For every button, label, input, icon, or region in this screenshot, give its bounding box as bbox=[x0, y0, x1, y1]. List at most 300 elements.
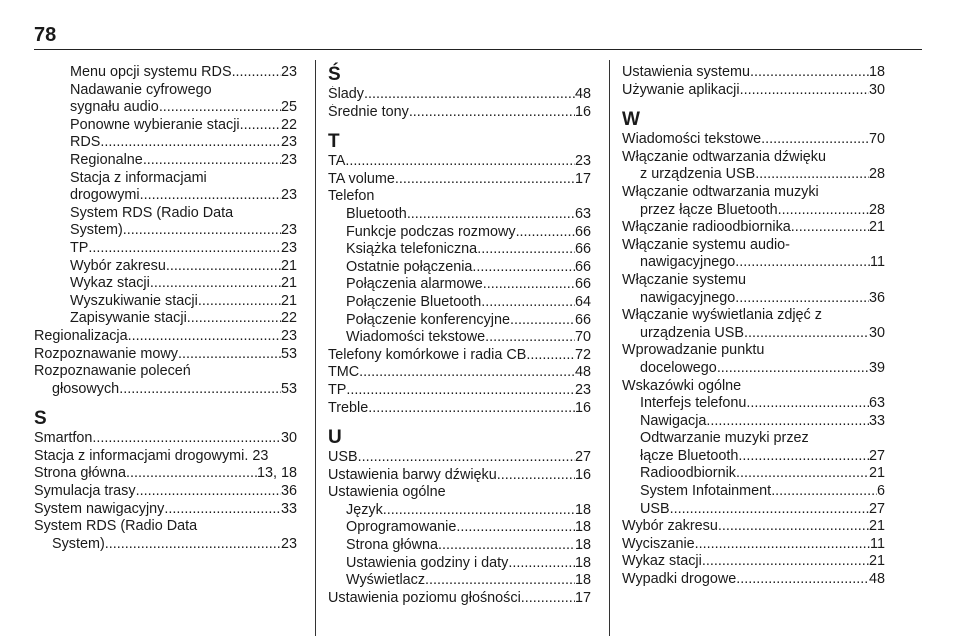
dot-leader bbox=[497, 467, 575, 485]
dot-leader bbox=[735, 254, 870, 272]
index-entry-page: 48 bbox=[868, 571, 885, 588]
index-entry-term: Ustawienia barwy dźwięku bbox=[328, 466, 497, 483]
index-entry-term: System RDS (Radio Data bbox=[70, 204, 234, 221]
index-entry-page: 22 bbox=[280, 116, 297, 133]
index-entry-page: 63 bbox=[868, 395, 885, 412]
dot-leader bbox=[771, 483, 877, 501]
index-entry bbox=[34, 346, 297, 364]
index-entry-page: 18 bbox=[574, 501, 591, 518]
index-letter-heading: U bbox=[328, 427, 342, 449]
index-entry bbox=[328, 153, 591, 171]
dot-leader bbox=[100, 134, 281, 152]
index-entry bbox=[328, 312, 591, 330]
index-entry-page: 66 bbox=[574, 276, 591, 293]
index-entry bbox=[34, 117, 297, 135]
index-entry-term: Oprogramowanie bbox=[346, 519, 457, 536]
index-column-1 bbox=[34, 64, 297, 553]
index-entry-page: 28 bbox=[868, 201, 885, 218]
index-entry-term: TMC bbox=[328, 364, 360, 381]
index-entry-page: 23 bbox=[280, 535, 297, 552]
index-entry bbox=[622, 237, 885, 255]
index-entry-page: 30 bbox=[868, 81, 885, 98]
dot-leader bbox=[483, 276, 575, 294]
index-entry-page: 27 bbox=[868, 447, 885, 464]
dot-leader bbox=[409, 104, 575, 122]
index-entry bbox=[34, 82, 297, 100]
dot-leader bbox=[166, 258, 281, 276]
dot-leader bbox=[346, 382, 575, 400]
index-entry bbox=[328, 276, 591, 294]
index-entry-page: 21 bbox=[868, 465, 885, 482]
index-entry-page: 22 bbox=[280, 310, 297, 327]
index-entry-page: 18 bbox=[574, 572, 591, 589]
dot-leader bbox=[425, 572, 575, 590]
index-letter-heading: T bbox=[328, 131, 340, 153]
index-entry-page: 27 bbox=[868, 500, 885, 517]
index-entry-term: Książka telefoniczna bbox=[346, 241, 478, 258]
index-entry bbox=[622, 82, 885, 100]
dot-leader bbox=[718, 518, 869, 536]
index-entry-term: Telefony komórkowe i radia CB bbox=[328, 346, 527, 363]
index-entry-term: Ustawienia poziomu głośności bbox=[328, 589, 521, 606]
index-entry-page: 23 bbox=[574, 381, 591, 398]
index-entry-page: 23 bbox=[280, 151, 297, 168]
index-entry bbox=[328, 555, 591, 573]
index-entry-page: 21 bbox=[280, 275, 297, 292]
index-entry bbox=[34, 310, 297, 328]
dot-leader bbox=[510, 312, 575, 330]
index-entry bbox=[328, 104, 591, 122]
index-entry bbox=[34, 430, 297, 448]
index-entry-page: 23 bbox=[280, 64, 297, 80]
index-entry-page: 33 bbox=[280, 500, 297, 517]
dot-leader bbox=[746, 395, 869, 413]
dot-leader bbox=[456, 519, 575, 537]
dot-leader bbox=[481, 294, 575, 312]
index-entry bbox=[328, 537, 591, 555]
index-entry-term: Regionalizacja bbox=[34, 327, 128, 344]
dot-leader bbox=[508, 555, 575, 573]
index-entry-term: drogowymi bbox=[70, 187, 140, 204]
index-entry bbox=[34, 501, 297, 519]
dot-leader bbox=[485, 329, 575, 347]
index-entry-term: Ustawienia godziny i daty bbox=[346, 554, 509, 571]
dot-leader bbox=[92, 430, 281, 448]
dot-leader bbox=[395, 171, 575, 189]
index-entry bbox=[34, 99, 297, 117]
dot-leader bbox=[526, 347, 575, 365]
page-number: 78 bbox=[34, 24, 57, 46]
index-entry-term: Treble bbox=[328, 399, 369, 416]
dot-leader bbox=[706, 413, 869, 431]
index-entry bbox=[34, 465, 297, 483]
index-entry-page: 53 bbox=[280, 345, 297, 362]
index-entry bbox=[34, 363, 297, 381]
index-entry-term: Wprowadzanie punktu bbox=[622, 342, 765, 359]
index-entry bbox=[34, 518, 297, 536]
dot-leader bbox=[383, 502, 575, 520]
index-entry-term: Wyszukiwanie stacji bbox=[70, 292, 198, 309]
index-entry-page: 11 bbox=[870, 254, 885, 271]
index-entry bbox=[328, 484, 591, 502]
index-entry bbox=[34, 258, 297, 276]
dot-leader bbox=[358, 449, 575, 467]
index-entry bbox=[328, 206, 591, 224]
index-entry bbox=[34, 275, 297, 293]
index-entry-term: łącze Bluetooth bbox=[640, 447, 739, 464]
index-entry-term: Radioodbiornik bbox=[640, 465, 736, 482]
dot-leader bbox=[717, 360, 869, 378]
dot-leader bbox=[744, 325, 869, 343]
index-entry bbox=[328, 590, 591, 608]
index-entry bbox=[328, 171, 591, 189]
index-entry-page: 18 bbox=[574, 554, 591, 571]
index-entry-term: System Infotainment bbox=[640, 483, 772, 500]
index-entry-term: Stacja z informacjami drogowymi. 23 bbox=[34, 447, 269, 464]
index-entry-term: Wybór zakresu bbox=[622, 518, 718, 535]
index-entry bbox=[622, 290, 885, 308]
index-entry bbox=[328, 259, 591, 277]
index-entry-page: 28 bbox=[868, 166, 885, 183]
index-entry bbox=[34, 381, 297, 399]
index-entry-term: Włączanie radioodbiornika bbox=[622, 219, 791, 236]
dot-leader bbox=[140, 187, 281, 205]
index-entry bbox=[622, 430, 885, 448]
index-entry-term: docelowego bbox=[640, 359, 717, 376]
index-entry bbox=[328, 382, 591, 400]
index-entry-term: urządzenia USB bbox=[640, 324, 744, 341]
index-entry-page: 53 bbox=[280, 380, 297, 397]
index-entry-term: Nadawanie cyfrowego bbox=[70, 81, 212, 98]
index-entry bbox=[622, 131, 885, 149]
index-entry-term: System RDS (Radio Data bbox=[34, 518, 198, 535]
index-entry-page: 18 bbox=[574, 519, 591, 536]
index-entry-page: 21 bbox=[280, 257, 297, 274]
dot-leader bbox=[702, 553, 869, 571]
index-entry bbox=[328, 572, 591, 590]
dot-leader bbox=[368, 400, 575, 418]
index-entry-term: Język bbox=[346, 501, 383, 518]
index-entry-page: 13, 18 bbox=[256, 465, 297, 482]
index-entry-page: 48 bbox=[574, 364, 591, 381]
index-entry bbox=[328, 188, 591, 206]
index-entry-page: 21 bbox=[280, 292, 297, 309]
index-entry bbox=[328, 502, 591, 520]
dot-leader bbox=[136, 483, 281, 501]
index-entry-term: Interfejs telefonu bbox=[640, 395, 747, 412]
index-entry bbox=[622, 413, 885, 431]
index-entry bbox=[622, 166, 885, 184]
index-entry bbox=[622, 325, 885, 343]
dot-leader bbox=[143, 152, 281, 170]
dot-leader bbox=[740, 82, 869, 100]
index-entry-page: 18 bbox=[574, 537, 591, 554]
index-entry-term: Wypadki drogowe bbox=[622, 571, 737, 588]
index-entry-page: 27 bbox=[574, 449, 591, 466]
index-entry bbox=[622, 202, 885, 220]
index-entry-term: Ślady bbox=[328, 86, 364, 102]
index-entry-term: przez łącze Bluetooth bbox=[640, 201, 778, 218]
index-entry bbox=[622, 518, 885, 536]
index-entry-page: 33 bbox=[868, 412, 885, 429]
index-entry-page: 70 bbox=[868, 131, 885, 148]
index-entry-term: Wskazówki ogólne bbox=[622, 377, 742, 394]
index-entry-page: 17 bbox=[574, 170, 591, 187]
index-entry-term: Połączenie konferencyjne bbox=[346, 311, 510, 328]
index-entry-term: Średnie tony bbox=[328, 103, 409, 120]
index-entry bbox=[328, 347, 591, 365]
index-entry-page: 48 bbox=[574, 86, 591, 102]
index-entry-term: Ustawienia ogólne bbox=[328, 484, 446, 501]
dot-leader bbox=[670, 501, 869, 519]
index-entry-page: 11 bbox=[870, 535, 885, 552]
index-entry-term: System) bbox=[70, 222, 123, 239]
index-entry bbox=[34, 293, 297, 311]
index-entry bbox=[34, 170, 297, 188]
index-entry-term: Wyciszanie bbox=[622, 535, 695, 552]
index-entry-term: RDS bbox=[70, 134, 101, 151]
index-entry bbox=[622, 307, 885, 325]
index-entry bbox=[34, 187, 297, 205]
index-entry-term: Wykaz stacji bbox=[622, 553, 702, 570]
index-entry-page: 66 bbox=[574, 311, 591, 328]
dot-leader bbox=[521, 590, 575, 608]
index-entry-term: Strona główna bbox=[346, 537, 439, 554]
dot-leader bbox=[178, 346, 281, 364]
dot-leader bbox=[123, 222, 281, 240]
index-entry bbox=[622, 378, 885, 396]
index-entry-term: System) bbox=[52, 535, 105, 552]
index-entry bbox=[622, 219, 885, 237]
index-entry-term: nawigacyjnego bbox=[640, 289, 736, 306]
index-entry-term: Ostatnie połączenia bbox=[346, 258, 473, 275]
index-entry bbox=[328, 364, 591, 382]
dot-leader bbox=[105, 536, 281, 554]
dot-leader bbox=[778, 202, 869, 220]
index-entry-term: TP bbox=[70, 239, 89, 256]
index-entry-term: Symulacja trasy bbox=[34, 483, 136, 500]
dot-leader bbox=[738, 448, 869, 466]
index-entry-term: Włączanie systemu audio- bbox=[622, 236, 790, 253]
index-letter-heading: W bbox=[622, 109, 640, 131]
index-entry bbox=[328, 224, 591, 242]
index-entry bbox=[328, 241, 591, 259]
index-entry bbox=[328, 86, 591, 104]
index-entry-page: 39 bbox=[868, 359, 885, 376]
index-entry-term: Wiadomości tekstowe bbox=[622, 131, 762, 148]
index-entry bbox=[34, 64, 297, 82]
dot-leader bbox=[516, 224, 575, 242]
index-entry-page: 66 bbox=[574, 258, 591, 275]
dot-leader bbox=[119, 381, 281, 399]
index-entry-page: 30 bbox=[280, 430, 297, 447]
index-entry bbox=[328, 329, 591, 347]
index-entry-page: 17 bbox=[574, 589, 591, 606]
index-entry-page: 21 bbox=[868, 553, 885, 570]
dot-leader bbox=[736, 571, 869, 589]
index-entry-page: 6 bbox=[876, 483, 885, 500]
index-entry-page: 23 bbox=[280, 187, 297, 204]
index-entry-term: Bluetooth bbox=[346, 205, 407, 222]
index-entry-page: 70 bbox=[574, 329, 591, 346]
index-entry-term: Rozpoznawanie poleceń bbox=[34, 363, 191, 380]
index-entry bbox=[34, 328, 297, 346]
index-entry-term: System nawigacyjny bbox=[34, 500, 165, 517]
index-entry bbox=[622, 448, 885, 466]
dot-leader bbox=[345, 153, 575, 171]
index-entry-term: Stacja z informacjami bbox=[70, 169, 207, 186]
dot-leader bbox=[472, 259, 575, 277]
index-entry-page: 21 bbox=[868, 518, 885, 535]
index-entry bbox=[622, 254, 885, 272]
column-divider bbox=[609, 60, 610, 636]
index-entry-term: TP bbox=[328, 381, 347, 398]
index-entry bbox=[622, 465, 885, 483]
index-letter-heading: Ś bbox=[328, 64, 341, 85]
index-entry-term: Odtwarzanie muzyki przez bbox=[640, 430, 809, 447]
index-entry-term: sygnału audio bbox=[70, 99, 159, 116]
index-entry bbox=[622, 501, 885, 519]
index-entry bbox=[34, 536, 297, 554]
index-entry-term: Strona główna bbox=[34, 465, 127, 482]
dot-leader bbox=[791, 219, 869, 237]
index-entry bbox=[34, 222, 297, 240]
index-entry-term: Rozpoznawanie mowy bbox=[34, 345, 178, 362]
dot-leader bbox=[128, 328, 281, 346]
dot-leader bbox=[477, 241, 575, 259]
index-entry-term: Włączanie systemu bbox=[622, 271, 746, 288]
dot-leader bbox=[407, 206, 575, 224]
index-entry-page: 16 bbox=[574, 399, 591, 416]
dot-leader bbox=[735, 290, 869, 308]
index-entry-term: Regionalne bbox=[70, 151, 143, 168]
index-entry-page: 64 bbox=[574, 293, 591, 310]
index-entry bbox=[34, 483, 297, 501]
index-entry-term: Wybór zakresu bbox=[70, 257, 166, 274]
index-entry bbox=[622, 395, 885, 413]
index-entry bbox=[622, 571, 885, 589]
index-entry-page: 16 bbox=[574, 103, 591, 120]
index-entry-page: 23 bbox=[280, 222, 297, 239]
index-entry-page: 18 bbox=[868, 64, 885, 80]
dot-leader bbox=[150, 275, 281, 293]
index-entry-term: Telefon bbox=[328, 188, 375, 205]
index-entry bbox=[34, 134, 297, 152]
index-entry-term: Połączenia alarmowe bbox=[346, 276, 483, 293]
index-entry-page: 23 bbox=[280, 134, 297, 151]
index-entry-term: Włączanie odtwarzania dźwięku bbox=[622, 148, 826, 165]
index-entry-page: 63 bbox=[574, 205, 591, 222]
index-entry bbox=[622, 483, 885, 501]
index-entry-term: Menu opcji systemu RDS bbox=[70, 64, 232, 80]
dot-leader bbox=[761, 131, 869, 149]
index-entry bbox=[622, 149, 885, 167]
dot-leader bbox=[364, 86, 575, 104]
index-entry bbox=[622, 536, 885, 554]
index-entry-term: Ponowne wybieranie stacji bbox=[70, 116, 240, 133]
index-entry-page: 36 bbox=[280, 483, 297, 500]
index-entry-term: Ustawienia systemu bbox=[622, 64, 750, 80]
dot-leader bbox=[750, 64, 869, 82]
index-entry bbox=[622, 64, 885, 82]
index-entry-term: Nawigacja bbox=[640, 412, 707, 429]
index-entry-term: Wiadomości tekstowe bbox=[346, 329, 486, 346]
index-column-2 bbox=[328, 64, 591, 607]
index-entry bbox=[622, 342, 885, 360]
dot-leader bbox=[736, 465, 869, 483]
dot-leader bbox=[755, 166, 869, 184]
index-entry-page: 30 bbox=[868, 324, 885, 341]
index-entry-page: 36 bbox=[868, 289, 885, 306]
header-rule bbox=[34, 49, 922, 50]
index-entry-term: TA volume bbox=[328, 170, 395, 187]
index-entry-term: z urządzenia USB bbox=[640, 166, 756, 183]
index-entry bbox=[328, 467, 591, 485]
index-entry-page: 16 bbox=[574, 466, 591, 483]
dot-leader bbox=[88, 240, 281, 258]
dot-leader bbox=[164, 501, 281, 519]
index-entry bbox=[622, 184, 885, 202]
index-entry-term: Połączenie Bluetooth bbox=[346, 293, 482, 310]
index-entry-term: Smartfon bbox=[34, 430, 93, 447]
dot-leader bbox=[126, 465, 257, 483]
index-entry-term: Wykaz stacji bbox=[70, 275, 150, 292]
index-entry-page: 72 bbox=[574, 346, 591, 363]
index-entry-page: 23 bbox=[280, 327, 297, 344]
index-entry-page: 25 bbox=[280, 99, 297, 116]
index-entry bbox=[328, 294, 591, 312]
index-entry bbox=[34, 152, 297, 170]
dot-leader bbox=[232, 64, 281, 82]
index-entry-page: 66 bbox=[574, 241, 591, 258]
index-entry bbox=[622, 553, 885, 571]
index-entry-term: USB bbox=[640, 500, 670, 517]
index-entry bbox=[328, 519, 591, 537]
index-entry bbox=[328, 449, 591, 467]
index-entry-term: głosowych bbox=[52, 380, 120, 397]
dot-leader bbox=[187, 310, 281, 328]
index-entry-page: 23 bbox=[280, 239, 297, 256]
dot-leader bbox=[159, 99, 281, 117]
index-entry-page: 66 bbox=[574, 223, 591, 240]
index-entry bbox=[622, 272, 885, 290]
index-entry-term: TA bbox=[328, 153, 346, 170]
index-entry bbox=[34, 240, 297, 258]
index-entry-page: 21 bbox=[868, 219, 885, 236]
dot-leader bbox=[438, 537, 575, 555]
index-entry bbox=[328, 400, 591, 418]
index-entry-term: Włączanie odtwarzania muzyki bbox=[622, 183, 819, 200]
index-entry bbox=[622, 360, 885, 378]
dot-leader bbox=[240, 117, 281, 135]
index-entry-term: nawigacyjnego bbox=[640, 254, 736, 271]
index-entry-term: USB bbox=[328, 449, 358, 466]
index-entry-term: Używanie aplikacji bbox=[622, 81, 740, 98]
index-entry bbox=[34, 448, 297, 466]
dot-leader bbox=[359, 364, 575, 382]
index-entry bbox=[34, 205, 297, 223]
column-divider bbox=[315, 60, 316, 636]
index-entry-page: 23 bbox=[574, 153, 591, 170]
index-entry-term: Włączanie wyświetlania zdjęć z bbox=[622, 307, 822, 324]
dot-leader bbox=[695, 536, 870, 554]
index-entry-term: Zapisywanie stacji bbox=[70, 310, 187, 327]
dot-leader bbox=[198, 293, 281, 311]
index-letter-heading: S bbox=[34, 408, 47, 430]
index-entry-term: Funkcje podczas rozmowy bbox=[346, 223, 516, 240]
index-entry-term: Wyświetlacz bbox=[346, 572, 426, 589]
index-column-3 bbox=[622, 64, 885, 589]
